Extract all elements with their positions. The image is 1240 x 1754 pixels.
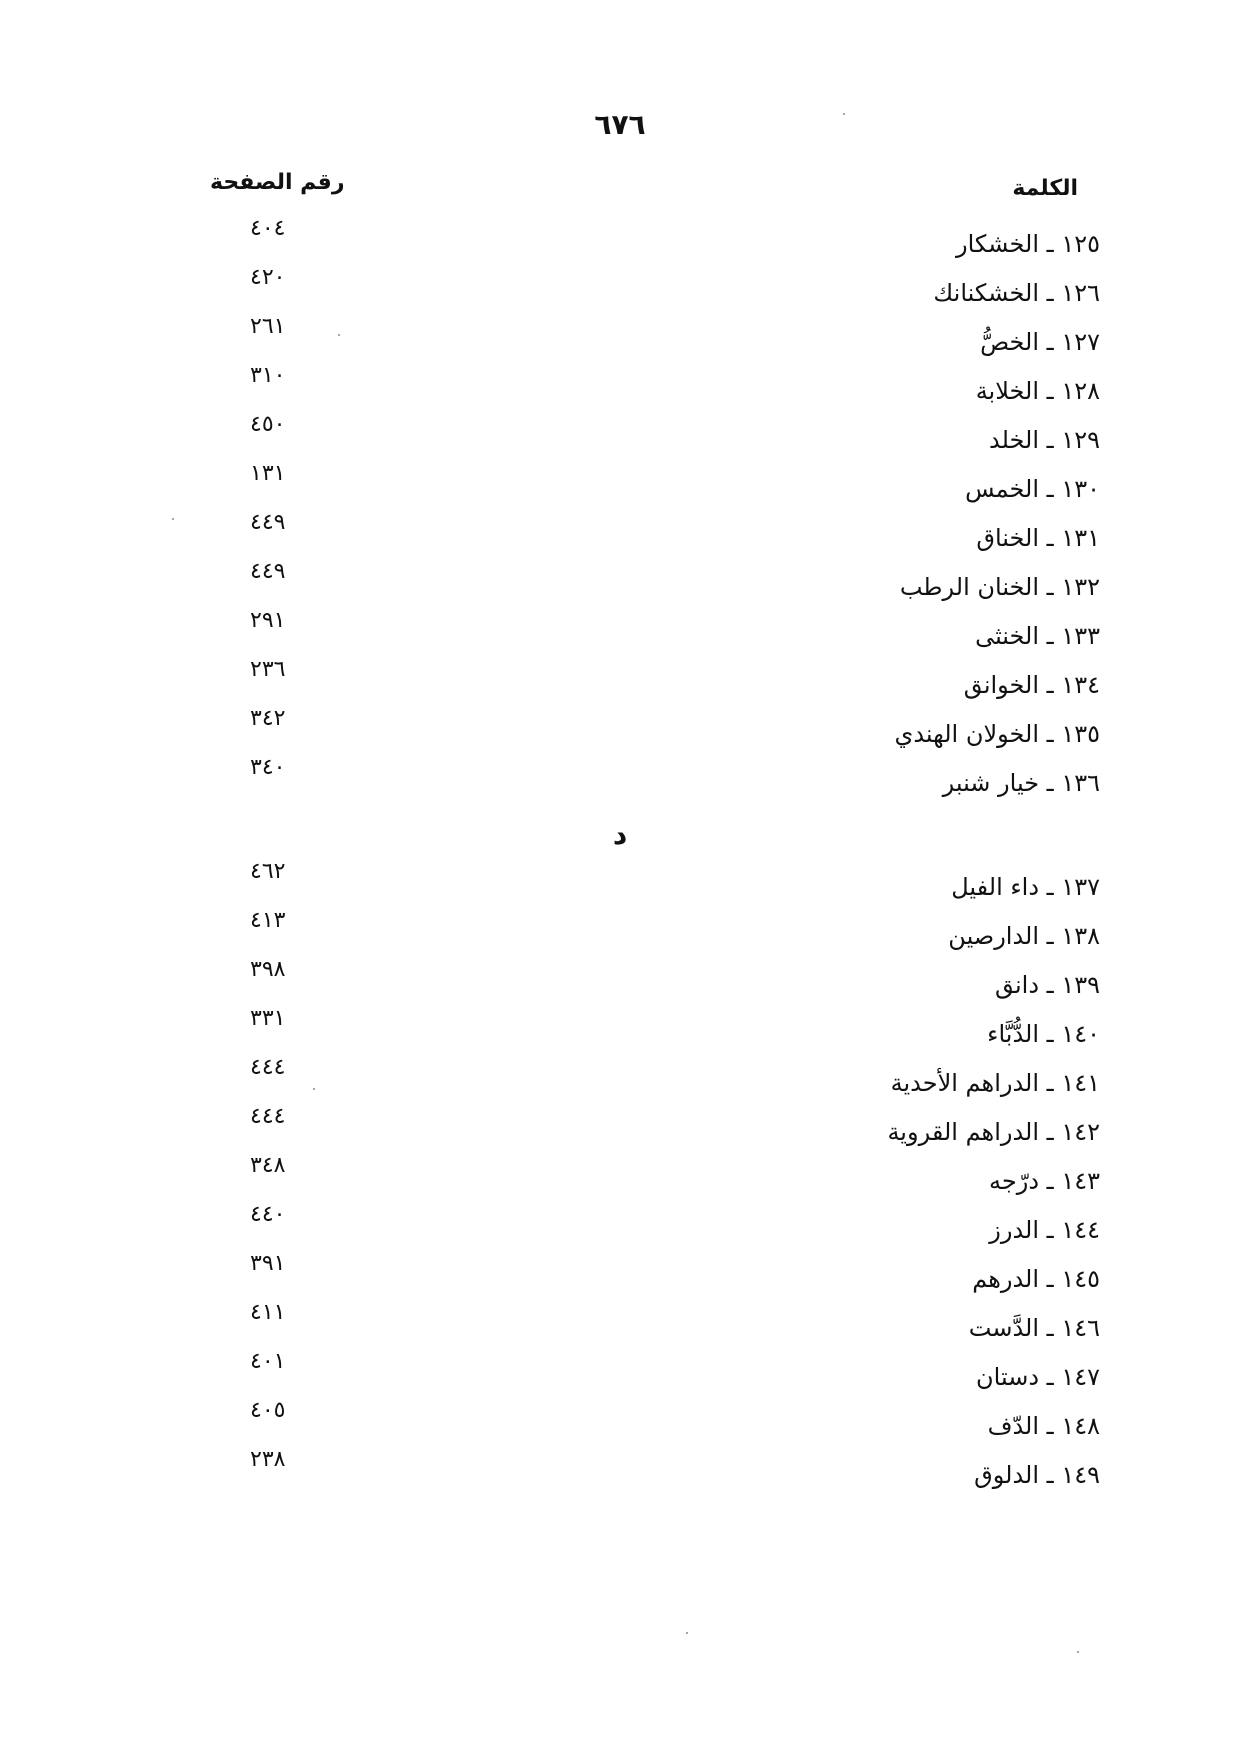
entry-word: ١٣٦ ـ خيار شنبر [942, 769, 1100, 797]
entry-page: ٣٤٨ [250, 1153, 286, 1178]
entry-word: ١٣٣ ـ الخنثى [975, 622, 1100, 650]
entry-word: ١٢٥ ـ الخشكار [955, 230, 1100, 258]
index-entry [140, 755, 1100, 818]
entry-page: ٤٠٤ [250, 216, 286, 241]
scan-speck [172, 518, 174, 520]
entry-page: ٤٠١ [250, 1349, 286, 1374]
section-letter-dal: د [612, 818, 628, 851]
entry-page: ٤٤٤ [250, 1055, 286, 1080]
entry-word: ١٣٩ ـ دانق [994, 971, 1100, 999]
entry-word: ١٤٦ ـ الدَّست [968, 1314, 1100, 1342]
entry-word: ١٣٨ ـ الدارصين [948, 922, 1100, 950]
column-header-page: رقم الصفحة [210, 170, 345, 195]
entry-page: ٣٣١ [250, 1006, 286, 1031]
page-number: ٦٧٦ [594, 108, 646, 141]
entry-page: ٤٢٠ [250, 265, 286, 290]
entry-word: ١٣٥ ـ الخولان الهندي [894, 720, 1100, 748]
entry-page: ٤٤٩ [250, 510, 286, 535]
entry-word: ١٣٧ ـ داء الفيل [951, 873, 1100, 901]
entry-word: ١٣٢ ـ الخنان الرطب [899, 573, 1100, 601]
entry-page: ١٣١ [250, 461, 286, 486]
entry-page: ٤٤٩ [250, 559, 286, 584]
entry-word: ١٢٩ ـ الخلد [989, 426, 1100, 454]
entry-word: ١٤٨ ـ الدّف [987, 1412, 1100, 1440]
entry-page: ٣٤٢ [250, 706, 286, 731]
entry-page: ٤١٣ [250, 908, 286, 933]
entry-word: ١٣٤ ـ الخوانق [963, 671, 1100, 699]
scan-speck [338, 334, 340, 336]
index-list-kha [140, 216, 1100, 818]
entry-page: ٤٤٠ [250, 1202, 286, 1227]
entry-word: ١٣١ ـ الخناق [976, 524, 1100, 552]
entry-page: ٤٠٥ [250, 1398, 286, 1423]
entry-page: ٣٤٠ [250, 755, 286, 780]
entry-page: ٣٩١ [250, 1251, 286, 1276]
entry-page: ٢٦١ [250, 314, 286, 339]
entry-word: ١٤٢ ـ الدراهم القروية [887, 1118, 1100, 1146]
entry-page: ٣١٠ [250, 363, 286, 388]
entry-word: ١٢٧ ـ الخصُّ [980, 328, 1100, 356]
entry-word: ١٤٥ ـ الدرهم [972, 1265, 1100, 1293]
scan-speck [313, 1088, 315, 1090]
scan-speck [1077, 1651, 1079, 1653]
entry-word: ١٤٤ ـ الدرز [989, 1216, 1100, 1244]
entry-page: ٤٥٠ [250, 412, 286, 437]
entry-page: ٢٣٦ [250, 657, 286, 682]
entry-page: ٤٦٢ [250, 859, 286, 884]
entry-page: ٤١١ [250, 1300, 286, 1325]
entry-page: ٢٩١ [250, 608, 286, 633]
index-entry [140, 1447, 1100, 1510]
column-header-word: الكلمة [1012, 176, 1078, 201]
entry-word: ١٤٧ ـ دستان [976, 1363, 1100, 1391]
entry-word: ١٣٠ ـ الخمس [965, 475, 1100, 503]
entry-word: ١٢٦ ـ الخشكنانك [933, 279, 1100, 307]
entry-word: ١٤٣ ـ درّجه [989, 1167, 1100, 1195]
index-list-dal [140, 859, 1100, 1510]
entry-page: ٣٩٨ [250, 957, 286, 982]
scan-speck [843, 113, 845, 115]
entry-word: ١٤٠ ـ الدُّبَّاء [987, 1020, 1100, 1048]
entry-page: ٤٤٤ [250, 1104, 286, 1129]
entry-word: ١٤١ ـ الدراهم الأحدية [890, 1069, 1100, 1097]
entry-page: ٢٣٨ [250, 1447, 286, 1472]
entry-word: ١٤٩ ـ الدلوق [974, 1461, 1100, 1489]
scan-speck [686, 1632, 688, 1634]
entry-word: ١٢٨ ـ الخلابة [975, 377, 1100, 405]
